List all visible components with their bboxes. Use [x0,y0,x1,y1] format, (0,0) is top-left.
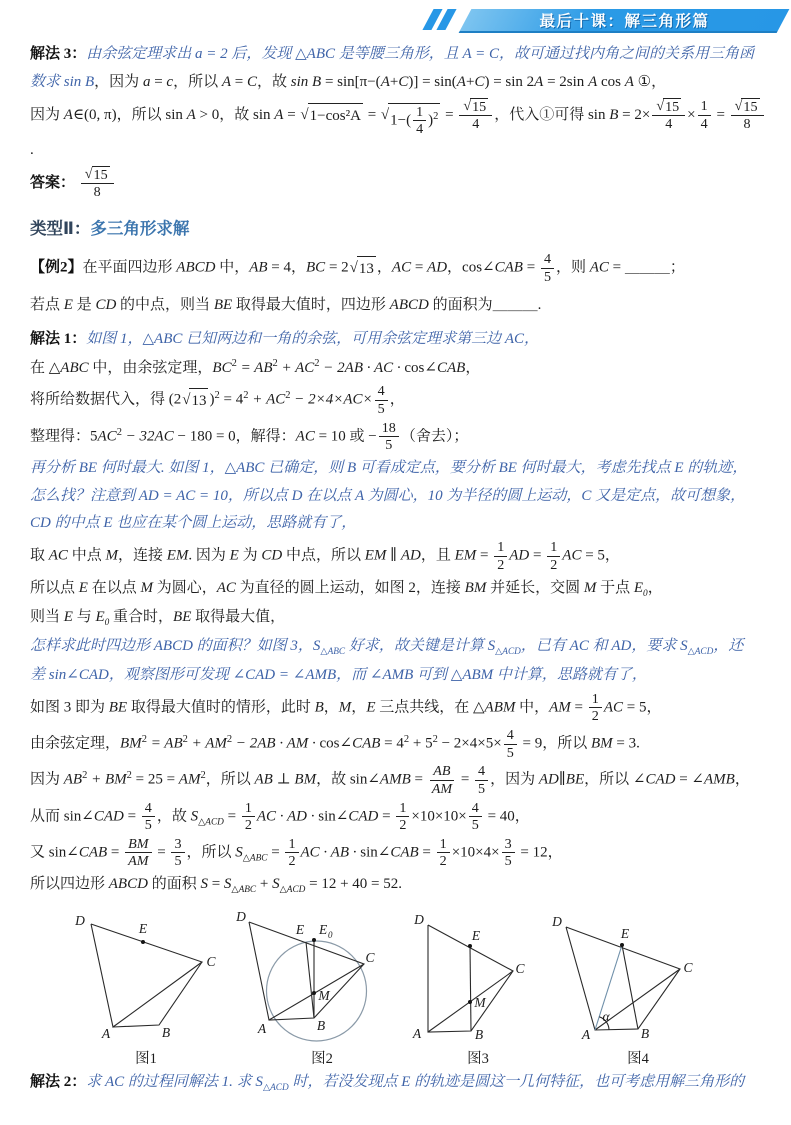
figure-point-label: B [161,1025,171,1041]
figure-point-label: M [318,988,330,1004]
figure-point-label: D [75,913,85,929]
figure-point-label: B [640,1026,650,1042]
solution1-line: CD 的中点 E 也应在某个圆上运动，思路就有了， [30,515,357,532]
solution3-block [30,42,767,201]
figure-point-label: A [101,1026,111,1042]
figure-3-diagram [408,907,548,1045]
figure-point-label: B [474,1027,484,1043]
solution3-line: 数求 sin B，因为 a = c，所以 A = C，故 sin B = sin[π−(A+C)] = sin(A+C) = sin 2A = 2sin A cos A ①， [30,73,667,90]
figure-point-label: D [552,914,562,930]
example2-line: 【例2】在平面四边形 ABCD 中，AB = 4，BC = 2 √ 13 ，AC = AD，cos∠CAB = $\frac{4}{5}$ ，则 AC = ＿＿＿； [30,250,685,285]
figure-point-sublabel: 0 [328,930,333,941]
solution2-block [30,1070,767,1097]
figure-point-label: E [138,921,148,937]
figure-point-label: A [581,1027,591,1043]
section-heading-prefix: 类型Ⅱ： [30,219,91,238]
figure-2 [236,907,408,1068]
figure-point-label: M [474,995,486,1011]
figure-1-diagram [56,907,236,1045]
figure-2-diagram [236,907,408,1045]
section-heading [30,215,767,239]
solution1-line: 整理得：$5AC^2 - 32AC - 180 = 0$，解得：AC = 10 或 − $\frac{18}{5}$ （舍去）； [30,419,469,454]
solution1-line: 由余弦定理，$BM^2 = AB^2 + AM^2 - 2AB$ · AM · cos∠CAB = $4^2 + 5^2 - 2\times 4\times 5\times$ $\frac{4}{5}$ = 9，所以 BM = 3. [30,727,640,761]
figure-3-caption: 图3 [467,1051,489,1068]
solution1-line: 再分析 BE 何时最大. 如图 1，△ABC 已确定，则 B 可看成定点，要分析 BE 何时最大，考虑先找点 E 的轨迹， [30,459,748,476]
solution1-line: 差 sin∠CAD，观察图形可发现 ∠CAD = ∠AMB，而 ∠AMB 可到 △ABM 中计算，思路就有了， [30,666,647,683]
solution1-line: 在 △ABC 中，由余弦定理，$BC^2 = AB^2 + AC^2 - 2AB$ · AC · cos∠CAB， [30,357,481,376]
solution1-line: 又 sin∠CAB = $\frac{BM}{AM}$ = $\frac{3}{5}$ ，所以 $S_{\triangle ABC}$ = $\frac{1}{2}$ AC · AB · sin∠CAB = $\frac{1}{2}$ ×10×4× $\frac{3}{5}$ = 12， [30,835,563,870]
solution1-line: 则当 E 与 $E_0$ 重合时，BE 取得最大值， [30,608,286,628]
figure-point-label: E [471,928,481,944]
figure-3 [408,907,548,1068]
figure-point-label: E [319,922,328,938]
header-banner [459,9,790,33]
figure-point-label: E [295,922,305,938]
figure-4-diagram [548,907,728,1045]
solution1-line: 从而 sin∠CAD = $\frac{4}{5}$ ，故 $S_{\triangle ACD}$ = $\frac{1}{2}$ AC · AD · sin∠CAD = $\frac{1}{2}$ ×10×10× $\frac{4}{5}$ = 40， [30,799,530,834]
figure-point-label: C [683,960,693,976]
example2-line: 若点 E 是 CD 的中点，则当 BE 取得最大值时，四边形 ABCD 的面积为＿＿＿. [30,297,542,314]
figure-point-label: C [206,954,216,970]
page-header [30,6,767,34]
solution1-line: 怎么找？注意到 AD = AC = 10，所以点 D 在以点 A 为圆心，10 为半径的圆上运动，C 又是定点，故可想象， [30,487,746,504]
solution1-line: 将所给数据代入，得 (2 √ 13 )$^2 = 4^2 + AC^2 - 2\times 4\times AC\times$ $\frac{4}{5}$ ， [30,383,405,417]
figure-1 [56,907,236,1068]
solution2-line: 解法 2：求 AC 的过程同解法 1. 求 $S_{\triangle ACD}$ 时，若没发现点 E 的轨迹是圆这一几何特征，也可考虑用解三角形的 [30,1074,745,1094]
figures-row [56,907,767,1068]
solution1-line: 解法 1：如图 1，△ABC 已知两边和一角的余弦，可用余弦定理求第三边 AC， [30,331,540,347]
figure-point-label: A [412,1026,422,1042]
figure-point-label: B [316,1018,326,1034]
figure-2-caption: 图2 [311,1051,333,1068]
section-heading-title: 多三角形求解 [90,219,190,238]
figure-point-label: E [620,926,630,942]
solution1-line: 取 AC 中点 M，连接 EM. 因为 E 为 CD 中点，所以 EM ∥ AD，且 EM = $\frac{1}{2}$ AD = $\frac{1}{2}$ AC = 5， [30,539,620,573]
figure-1-caption: 图1 [135,1051,157,1068]
solution1-block [30,327,767,899]
solution3-line: 因为 A∈(0, π)，所以 sin A > 0，故 sin A = √ 1−cos²A = √ 1−( $\frac{1}{4}$ )$^2$ = √ 15 4 ，代入①可得 sin B = 2× √ 15 4 × $\frac{1}{4}$ = √ 15 8 . [30,98,767,164]
header-banner-title: 最后十课：解三角形篇 [539,13,710,30]
solution1-line: 所以四边形 ABCD 的面积 $S = S_{\triangle ABC} + S_{\triangle ACD} = 12 + 40 = 52$. [30,876,402,896]
figure-point-label: C [515,961,525,977]
figure-point-label: A [257,1021,267,1037]
solution1-line: 所以点 E 在以点 M 为圆心，AC 为直径的圆上运动，如图 2，连接 BM 并延长，交圆 M 于点 $E_0$， [30,579,663,599]
figure-4 [548,907,728,1068]
example2-block [30,251,767,319]
solution3-line: 解法 3：由余弦定理求出 a = 2 后，发现 △ABC 是等腰三角形，且 A = C，故可通过找内角之间的关系用三角函 [30,46,755,62]
figure-point-label: D [236,909,246,925]
figure-angle-label: α [602,1009,610,1025]
solution1-line: 因为 $AB^2 + BM^2 = 25 = AM^2$，所以 AB ⊥ BM，故 sin∠AMB = $\frac{AB}{AM}$ = $\frac{4}{5}$ ，因为 AD∥BE，所以 ∠CAD = ∠AMB， [30,763,750,797]
answer-line: 答案： √ 15 8 [30,166,767,201]
figure-point-label: D [414,912,424,928]
figure-4-caption: 图4 [627,1051,649,1068]
solution1-line: 如图 3 即为 BE 取得最大值时的情形，此时 B，M，E 三点共线，在 △ABM 中，AM = $\frac{1}{2}$ AC = 5， [30,690,662,725]
solution1-line: 怎样求此时四边形 ABCD 的面积？如图 3，$S_{\triangle ABC}$ 好求，故关键是计算 $S_{\triangle ACD}$，已有 AC 和 AD，要求 $S_{\triangle ACD}$，还 [30,637,744,657]
figure-point-label: C [365,950,375,966]
